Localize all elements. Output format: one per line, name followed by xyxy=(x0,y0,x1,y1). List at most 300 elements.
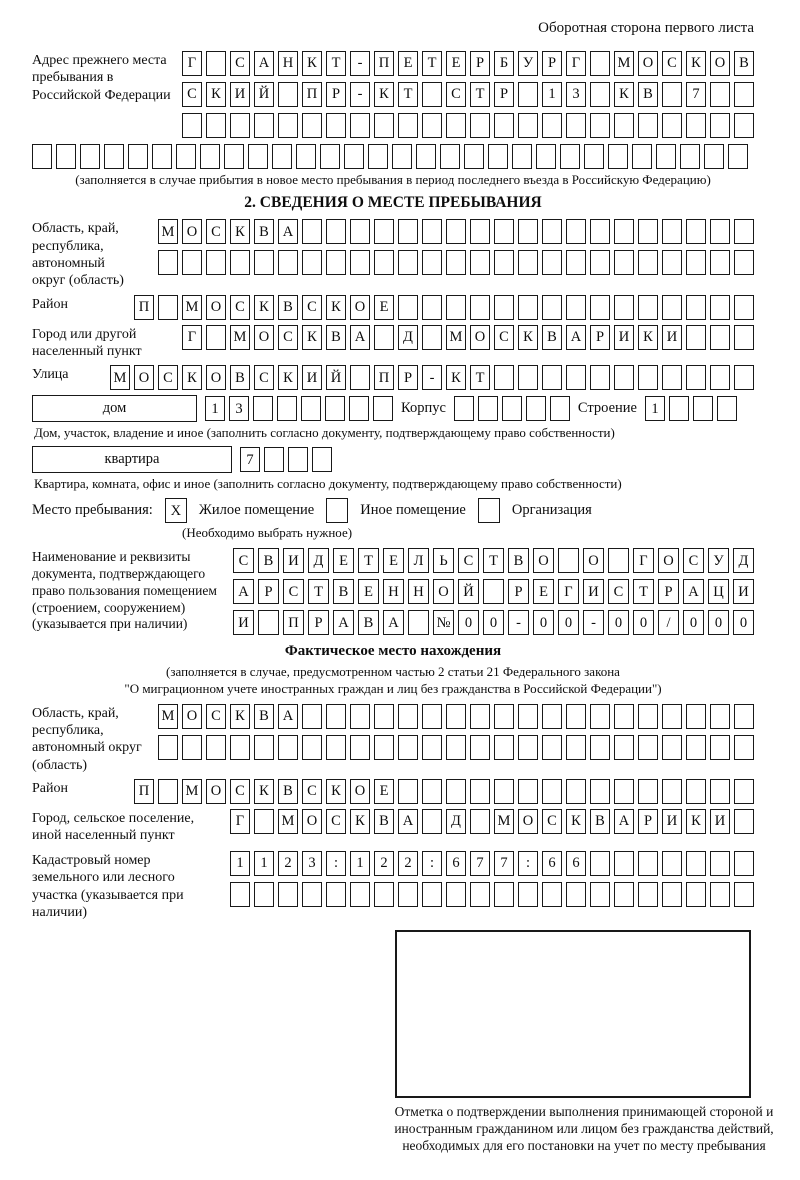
fact-gorod-char-cell[interactable]: О xyxy=(302,809,322,834)
oblast-char-cell[interactable]: М xyxy=(158,219,178,244)
fact-oblast-char-cell[interactable] xyxy=(326,735,346,760)
fact-oblast-char-cell[interactable] xyxy=(446,735,466,760)
document-char-cell[interactable]: 0 xyxy=(633,610,654,635)
document-char-cell[interactable]: Р xyxy=(508,579,529,604)
fact-oblast-char-cell[interactable] xyxy=(518,704,538,729)
kadastr-char-cell[interactable] xyxy=(350,882,370,907)
prev-address-char-cell[interactable]: П xyxy=(302,82,322,107)
fact-oblast-char-cell[interactable]: К xyxy=(230,704,250,729)
gorod-char-cell[interactable]: К xyxy=(518,325,538,350)
document-char-cell[interactable]: А xyxy=(683,579,704,604)
oblast-char-cell[interactable] xyxy=(326,219,346,244)
oblast-char-cell[interactable] xyxy=(422,250,442,275)
document-char-cell[interactable]: У xyxy=(708,548,729,573)
prev-address-char-cell[interactable] xyxy=(680,144,700,169)
gorod-char-cell[interactable] xyxy=(710,325,730,350)
fact-gorod-char-cell[interactable]: К xyxy=(566,809,586,834)
prev-address-char-cell[interactable] xyxy=(608,144,628,169)
document-char-cell[interactable]: О xyxy=(433,579,454,604)
prev-address-char-cell[interactable] xyxy=(206,113,226,138)
inoe-checkbox-cell[interactable] xyxy=(326,498,348,523)
prev-address-char-cell[interactable] xyxy=(128,144,148,169)
fact-oblast-char-cell[interactable] xyxy=(326,704,346,729)
ulitsa-char-cell[interactable]: Р xyxy=(398,365,418,390)
prev-address-char-cell[interactable] xyxy=(278,113,298,138)
fact-oblast-char-cell[interactable] xyxy=(230,735,250,760)
prev-address-char-cell[interactable]: Н xyxy=(278,51,298,76)
prev-address-char-cell[interactable]: 3 xyxy=(566,82,586,107)
fact-oblast-char-cell[interactable] xyxy=(614,704,634,729)
ulitsa-char-cell[interactable] xyxy=(350,365,370,390)
document-char-cell[interactable]: 0 xyxy=(558,610,579,635)
fact-rayon-char-cell[interactable] xyxy=(542,779,562,804)
ulitsa-char-cell[interactable] xyxy=(734,365,754,390)
kadastr-char-cell[interactable]: 1 xyxy=(350,851,370,876)
oblast-char-cell[interactable] xyxy=(182,250,202,275)
kadastr-char-cell[interactable] xyxy=(542,882,562,907)
oblast-char-cell[interactable] xyxy=(734,250,754,275)
rayon-char-cell[interactable] xyxy=(494,295,514,320)
rayon-char-cell[interactable]: О xyxy=(350,295,370,320)
prev-address-char-cell[interactable]: - xyxy=(350,51,370,76)
kadastr-char-cell[interactable]: 1 xyxy=(254,851,274,876)
kadastr-char-cell[interactable] xyxy=(446,882,466,907)
oblast-char-cell[interactable] xyxy=(566,219,586,244)
oblast-char-cell[interactable] xyxy=(374,219,394,244)
fact-gorod-char-cell[interactable]: Р xyxy=(638,809,658,834)
ulitsa-char-cell[interactable]: Т xyxy=(470,365,490,390)
rayon-char-cell[interactable]: П xyxy=(134,295,154,320)
oblast-char-cell[interactable] xyxy=(422,219,442,244)
dom-char-cell[interactable] xyxy=(277,396,297,421)
oblast-char-cell[interactable] xyxy=(350,250,370,275)
zhiloe-checkbox-cell[interactable]: X xyxy=(165,498,187,523)
document-char-cell[interactable]: О xyxy=(583,548,604,573)
rayon-char-cell[interactable] xyxy=(518,295,538,320)
fact-rayon-char-cell[interactable]: К xyxy=(326,779,346,804)
prev-address-char-cell[interactable] xyxy=(710,113,730,138)
ulitsa-char-cell[interactable] xyxy=(494,365,514,390)
rayon-char-cell[interactable]: С xyxy=(302,295,322,320)
kvartira-char-cell[interactable] xyxy=(264,447,284,472)
ulitsa-char-cell[interactable]: М xyxy=(110,365,130,390)
oblast-char-cell[interactable] xyxy=(350,219,370,244)
prev-address-char-cell[interactable] xyxy=(734,82,754,107)
prev-address-char-cell[interactable]: Й xyxy=(254,82,274,107)
oblast-char-cell[interactable] xyxy=(470,250,490,275)
kadastr-char-cell[interactable] xyxy=(614,882,634,907)
document-char-cell[interactable]: И xyxy=(233,610,254,635)
ulitsa-char-cell[interactable]: С xyxy=(254,365,274,390)
dom-char-cell[interactable] xyxy=(325,396,345,421)
prev-address-char-cell[interactable] xyxy=(302,113,322,138)
kadastr-char-cell[interactable] xyxy=(422,882,442,907)
document-char-cell[interactable]: И xyxy=(283,548,304,573)
document-char-cell[interactable]: В xyxy=(258,548,279,573)
fact-gorod-char-cell[interactable]: А xyxy=(614,809,634,834)
kadastr-char-cell[interactable] xyxy=(494,882,514,907)
prev-address-char-cell[interactable] xyxy=(656,144,676,169)
rayon-char-cell[interactable]: В xyxy=(278,295,298,320)
document-char-cell[interactable]: С xyxy=(608,579,629,604)
prev-address-char-cell[interactable] xyxy=(494,113,514,138)
kvartira-char-cell[interactable] xyxy=(288,447,308,472)
document-char-cell[interactable]: Н xyxy=(383,579,404,604)
fact-rayon-char-cell[interactable]: С xyxy=(302,779,322,804)
prev-address-char-cell[interactable] xyxy=(614,113,634,138)
prev-address-char-cell[interactable] xyxy=(32,144,52,169)
document-char-cell[interactable]: В xyxy=(508,548,529,573)
fact-rayon-char-cell[interactable] xyxy=(614,779,634,804)
prev-address-char-cell[interactable] xyxy=(590,113,610,138)
document-char-cell[interactable]: Т xyxy=(633,579,654,604)
kadastr-char-cell[interactable] xyxy=(302,882,322,907)
prev-address-char-cell[interactable]: Т xyxy=(326,51,346,76)
gorod-char-cell[interactable]: Г xyxy=(182,325,202,350)
oblast-char-cell[interactable] xyxy=(710,250,730,275)
document-char-cell[interactable]: Е xyxy=(333,548,354,573)
oblast-char-cell[interactable]: В xyxy=(254,219,274,244)
prev-address-char-cell[interactable]: И xyxy=(230,82,250,107)
fact-oblast-char-cell[interactable] xyxy=(590,704,610,729)
prev-address-char-cell[interactable] xyxy=(182,113,202,138)
oblast-char-cell[interactable] xyxy=(158,250,178,275)
fact-gorod-char-cell[interactable]: Д xyxy=(446,809,466,834)
ulitsa-char-cell[interactable]: К xyxy=(446,365,466,390)
kadastr-char-cell[interactable] xyxy=(470,882,490,907)
rayon-char-cell[interactable]: К xyxy=(254,295,274,320)
oblast-char-cell[interactable] xyxy=(590,250,610,275)
fact-oblast-char-cell[interactable] xyxy=(470,704,490,729)
prev-address-char-cell[interactable]: К xyxy=(686,51,706,76)
fact-oblast-char-cell[interactable] xyxy=(398,704,418,729)
fact-rayon-char-cell[interactable] xyxy=(422,779,442,804)
oblast-char-cell[interactable] xyxy=(614,250,634,275)
fact-oblast-char-cell[interactable] xyxy=(374,704,394,729)
prev-address-char-cell[interactable]: О xyxy=(710,51,730,76)
prev-address-char-cell[interactable]: Р xyxy=(542,51,562,76)
prev-address-char-cell[interactable] xyxy=(638,113,658,138)
prev-address-char-cell[interactable]: Т xyxy=(422,51,442,76)
dom-char-cell[interactable] xyxy=(349,396,369,421)
ulitsa-char-cell[interactable]: - xyxy=(422,365,442,390)
stroenie-char-cell[interactable] xyxy=(669,396,689,421)
ulitsa-char-cell[interactable] xyxy=(542,365,562,390)
fact-oblast-char-cell[interactable] xyxy=(302,704,322,729)
dom-char-cell[interactable] xyxy=(373,396,393,421)
prev-address-char-cell[interactable] xyxy=(536,144,556,169)
fact-gorod-char-cell[interactable]: А xyxy=(398,809,418,834)
document-char-cell[interactable]: Ь xyxy=(433,548,454,573)
kadastr-char-cell[interactable]: 7 xyxy=(494,851,514,876)
ulitsa-char-cell[interactable] xyxy=(638,365,658,390)
prev-address-char-cell[interactable] xyxy=(542,113,562,138)
oblast-char-cell[interactable] xyxy=(302,250,322,275)
oblast-char-cell[interactable] xyxy=(446,219,466,244)
prev-address-char-cell[interactable] xyxy=(176,144,196,169)
fact-gorod-char-cell[interactable]: К xyxy=(350,809,370,834)
fact-oblast-char-cell[interactable] xyxy=(350,704,370,729)
kadastr-char-cell[interactable]: : xyxy=(422,851,442,876)
document-char-cell[interactable]: 0 xyxy=(708,610,729,635)
document-char-cell[interactable]: А xyxy=(333,610,354,635)
prev-address-char-cell[interactable] xyxy=(728,144,748,169)
prev-address-char-cell[interactable] xyxy=(686,113,706,138)
prev-address-char-cell[interactable] xyxy=(230,113,250,138)
fact-oblast-char-cell[interactable] xyxy=(710,735,730,760)
kadastr-char-cell[interactable] xyxy=(278,882,298,907)
fact-oblast-char-cell[interactable]: О xyxy=(182,704,202,729)
fact-oblast-char-cell[interactable] xyxy=(494,704,514,729)
prev-address-char-cell[interactable]: К xyxy=(206,82,226,107)
kadastr-char-cell[interactable]: 6 xyxy=(566,851,586,876)
fact-oblast-char-cell[interactable] xyxy=(662,704,682,729)
rayon-char-cell[interactable] xyxy=(614,295,634,320)
fact-rayon-char-cell[interactable] xyxy=(662,779,682,804)
fact-oblast-char-cell[interactable] xyxy=(542,704,562,729)
prev-address-char-cell[interactable] xyxy=(662,113,682,138)
fact-gorod-char-cell[interactable]: С xyxy=(542,809,562,834)
prev-address-char-cell[interactable]: Т xyxy=(398,82,418,107)
kadastr-char-cell[interactable]: : xyxy=(518,851,538,876)
prev-address-char-cell[interactable] xyxy=(560,144,580,169)
gorod-char-cell[interactable] xyxy=(734,325,754,350)
rayon-char-cell[interactable] xyxy=(662,295,682,320)
oblast-char-cell[interactable] xyxy=(614,219,634,244)
ulitsa-char-cell[interactable] xyxy=(686,365,706,390)
document-char-cell[interactable]: Й xyxy=(458,579,479,604)
fact-gorod-char-cell[interactable] xyxy=(254,809,274,834)
prev-address-char-cell[interactable]: Е xyxy=(446,51,466,76)
document-char-cell[interactable]: С xyxy=(283,579,304,604)
document-char-cell[interactable]: 0 xyxy=(733,610,754,635)
prev-address-char-cell[interactable] xyxy=(584,144,604,169)
document-char-cell[interactable]: Г xyxy=(633,548,654,573)
fact-rayon-char-cell[interactable]: С xyxy=(230,779,250,804)
prev-address-char-cell[interactable]: Р xyxy=(326,82,346,107)
fact-oblast-char-cell[interactable] xyxy=(518,735,538,760)
kadastr-char-cell[interactable] xyxy=(590,851,610,876)
fact-oblast-char-cell[interactable] xyxy=(350,735,370,760)
kadastr-char-cell[interactable]: 7 xyxy=(470,851,490,876)
document-char-cell[interactable]: / xyxy=(658,610,679,635)
prev-address-char-cell[interactable]: Р xyxy=(470,51,490,76)
gorod-char-cell[interactable]: М xyxy=(446,325,466,350)
dom-char-cell[interactable]: 1 xyxy=(205,396,225,421)
fact-rayon-char-cell[interactable] xyxy=(566,779,586,804)
kadastr-char-cell[interactable] xyxy=(686,882,706,907)
kadastr-char-cell[interactable] xyxy=(662,851,682,876)
fact-rayon-char-cell[interactable] xyxy=(398,779,418,804)
fact-oblast-char-cell[interactable] xyxy=(590,735,610,760)
ulitsa-char-cell[interactable]: К xyxy=(278,365,298,390)
korpus-char-cell[interactable] xyxy=(478,396,498,421)
document-char-cell[interactable]: 0 xyxy=(483,610,504,635)
rayon-char-cell[interactable]: С xyxy=(230,295,250,320)
oblast-char-cell[interactable] xyxy=(542,250,562,275)
kvartira-char-cell[interactable]: 7 xyxy=(240,447,260,472)
prev-address-char-cell[interactable] xyxy=(734,113,754,138)
kadastr-char-cell[interactable]: 6 xyxy=(446,851,466,876)
fact-oblast-char-cell[interactable]: А xyxy=(278,704,298,729)
kadastr-char-cell[interactable]: 3 xyxy=(302,851,322,876)
oblast-char-cell[interactable] xyxy=(374,250,394,275)
prev-address-char-cell[interactable]: В xyxy=(734,51,754,76)
fact-oblast-char-cell[interactable]: М xyxy=(158,704,178,729)
document-char-cell[interactable]: Л xyxy=(408,548,429,573)
rayon-char-cell[interactable] xyxy=(398,295,418,320)
fact-oblast-char-cell[interactable] xyxy=(206,735,226,760)
fact-oblast-char-cell[interactable] xyxy=(686,704,706,729)
oblast-char-cell[interactable]: С xyxy=(206,219,226,244)
document-char-cell[interactable]: 0 xyxy=(533,610,554,635)
fact-oblast-char-cell[interactable] xyxy=(494,735,514,760)
fact-oblast-char-cell[interactable] xyxy=(182,735,202,760)
gorod-char-cell[interactable]: С xyxy=(278,325,298,350)
oblast-char-cell[interactable] xyxy=(494,250,514,275)
gorod-char-cell[interactable]: А xyxy=(566,325,586,350)
ulitsa-char-cell[interactable]: В xyxy=(230,365,250,390)
kadastr-char-cell[interactable] xyxy=(638,851,658,876)
ulitsa-char-cell[interactable] xyxy=(590,365,610,390)
fact-oblast-char-cell[interactable] xyxy=(302,735,322,760)
rayon-char-cell[interactable] xyxy=(734,295,754,320)
korpus-char-cell[interactable] xyxy=(550,396,570,421)
fact-gorod-char-cell[interactable]: К xyxy=(686,809,706,834)
oblast-char-cell[interactable] xyxy=(230,250,250,275)
prev-address-char-cell[interactable] xyxy=(278,82,298,107)
oblast-char-cell[interactable] xyxy=(662,219,682,244)
oblast-char-cell[interactable] xyxy=(542,219,562,244)
fact-oblast-char-cell[interactable] xyxy=(398,735,418,760)
rayon-char-cell[interactable] xyxy=(566,295,586,320)
rayon-char-cell[interactable]: О xyxy=(206,295,226,320)
prev-address-char-cell[interactable]: П xyxy=(374,51,394,76)
ulitsa-char-cell[interactable] xyxy=(614,365,634,390)
rayon-char-cell[interactable] xyxy=(590,295,610,320)
ulitsa-char-cell[interactable]: С xyxy=(158,365,178,390)
gorod-char-cell[interactable]: О xyxy=(470,325,490,350)
stroenie-char-cell[interactable]: 1 xyxy=(645,396,665,421)
korpus-char-cell[interactable] xyxy=(502,396,522,421)
oblast-char-cell[interactable] xyxy=(326,250,346,275)
prev-address-char-cell[interactable]: Г xyxy=(182,51,202,76)
prev-address-char-cell[interactable] xyxy=(518,113,538,138)
fact-oblast-char-cell[interactable] xyxy=(470,735,490,760)
rayon-char-cell[interactable] xyxy=(446,295,466,320)
kadastr-char-cell[interactable]: 1 xyxy=(230,851,250,876)
document-char-cell[interactable]: О xyxy=(533,548,554,573)
ulitsa-char-cell[interactable]: И xyxy=(302,365,322,390)
document-char-cell[interactable] xyxy=(408,610,429,635)
kadastr-char-cell[interactable] xyxy=(326,882,346,907)
rayon-char-cell[interactable] xyxy=(470,295,490,320)
prev-address-char-cell[interactable] xyxy=(254,113,274,138)
rayon-char-cell[interactable] xyxy=(638,295,658,320)
prev-address-char-cell[interactable] xyxy=(272,144,292,169)
fact-gorod-char-cell[interactable] xyxy=(422,809,442,834)
fact-rayon-char-cell[interactable] xyxy=(638,779,658,804)
fact-gorod-char-cell[interactable]: Г xyxy=(230,809,250,834)
prev-address-char-cell[interactable] xyxy=(350,113,370,138)
fact-rayon-char-cell[interactable]: П xyxy=(134,779,154,804)
prev-address-char-cell[interactable]: У xyxy=(518,51,538,76)
document-char-cell[interactable]: А xyxy=(233,579,254,604)
fact-rayon-char-cell[interactable]: К xyxy=(254,779,274,804)
document-char-cell[interactable]: Е xyxy=(383,548,404,573)
document-char-cell[interactable]: Д xyxy=(308,548,329,573)
oblast-char-cell[interactable] xyxy=(710,219,730,244)
ulitsa-char-cell[interactable]: К xyxy=(182,365,202,390)
document-char-cell[interactable]: Т xyxy=(358,548,379,573)
dom-box[interactable]: дом xyxy=(32,395,197,422)
prev-address-char-cell[interactable] xyxy=(422,82,442,107)
ulitsa-char-cell[interactable]: О xyxy=(134,365,154,390)
kadastr-char-cell[interactable] xyxy=(662,882,682,907)
oblast-char-cell[interactable]: А xyxy=(278,219,298,244)
document-char-cell[interactable]: 0 xyxy=(683,610,704,635)
rayon-char-cell[interactable]: М xyxy=(182,295,202,320)
fact-oblast-char-cell[interactable] xyxy=(638,735,658,760)
prev-address-char-cell[interactable] xyxy=(632,144,652,169)
kadastr-char-cell[interactable]: 6 xyxy=(542,851,562,876)
fact-rayon-char-cell[interactable] xyxy=(158,779,178,804)
org-checkbox-cell[interactable] xyxy=(478,498,500,523)
prev-address-char-cell[interactable] xyxy=(566,113,586,138)
prev-address-char-cell[interactable] xyxy=(374,113,394,138)
kadastr-char-cell[interactable] xyxy=(374,882,394,907)
rayon-char-cell[interactable] xyxy=(686,295,706,320)
oblast-char-cell[interactable] xyxy=(206,250,226,275)
dom-char-cell[interactable]: 3 xyxy=(229,396,249,421)
document-char-cell[interactable]: Т xyxy=(308,579,329,604)
fact-gorod-char-cell[interactable]: В xyxy=(374,809,394,834)
fact-gorod-char-cell[interactable]: И xyxy=(710,809,730,834)
kadastr-char-cell[interactable] xyxy=(254,882,274,907)
prev-address-char-cell[interactable]: О xyxy=(638,51,658,76)
document-char-cell[interactable]: Р xyxy=(658,579,679,604)
document-char-cell[interactable]: С xyxy=(233,548,254,573)
ulitsa-char-cell[interactable] xyxy=(566,365,586,390)
rayon-char-cell[interactable]: Е xyxy=(374,295,394,320)
prev-address-char-cell[interactable] xyxy=(104,144,124,169)
document-char-cell[interactable]: Р xyxy=(308,610,329,635)
fact-rayon-char-cell[interactable] xyxy=(518,779,538,804)
dom-char-cell[interactable] xyxy=(301,396,321,421)
oblast-char-cell[interactable] xyxy=(518,219,538,244)
oblast-char-cell[interactable]: К xyxy=(230,219,250,244)
prev-address-char-cell[interactable] xyxy=(662,82,682,107)
fact-gorod-char-cell[interactable]: М xyxy=(494,809,514,834)
gorod-char-cell[interactable] xyxy=(686,325,706,350)
ulitsa-char-cell[interactable] xyxy=(710,365,730,390)
kvartira-char-cell[interactable] xyxy=(312,447,332,472)
document-char-cell[interactable]: А xyxy=(383,610,404,635)
oblast-char-cell[interactable] xyxy=(254,250,274,275)
fact-oblast-char-cell[interactable] xyxy=(422,704,442,729)
fact-oblast-char-cell[interactable] xyxy=(158,735,178,760)
prev-address-char-cell[interactable] xyxy=(470,113,490,138)
oblast-char-cell[interactable] xyxy=(446,250,466,275)
fact-oblast-char-cell[interactable] xyxy=(422,735,442,760)
prev-address-char-cell[interactable]: С xyxy=(230,51,250,76)
prev-address-char-cell[interactable]: Г xyxy=(566,51,586,76)
kadastr-char-cell[interactable]: 2 xyxy=(374,851,394,876)
oblast-char-cell[interactable] xyxy=(518,250,538,275)
rayon-char-cell[interactable] xyxy=(542,295,562,320)
kadastr-char-cell[interactable] xyxy=(710,851,730,876)
kvartira-box[interactable]: квартира xyxy=(32,446,232,473)
